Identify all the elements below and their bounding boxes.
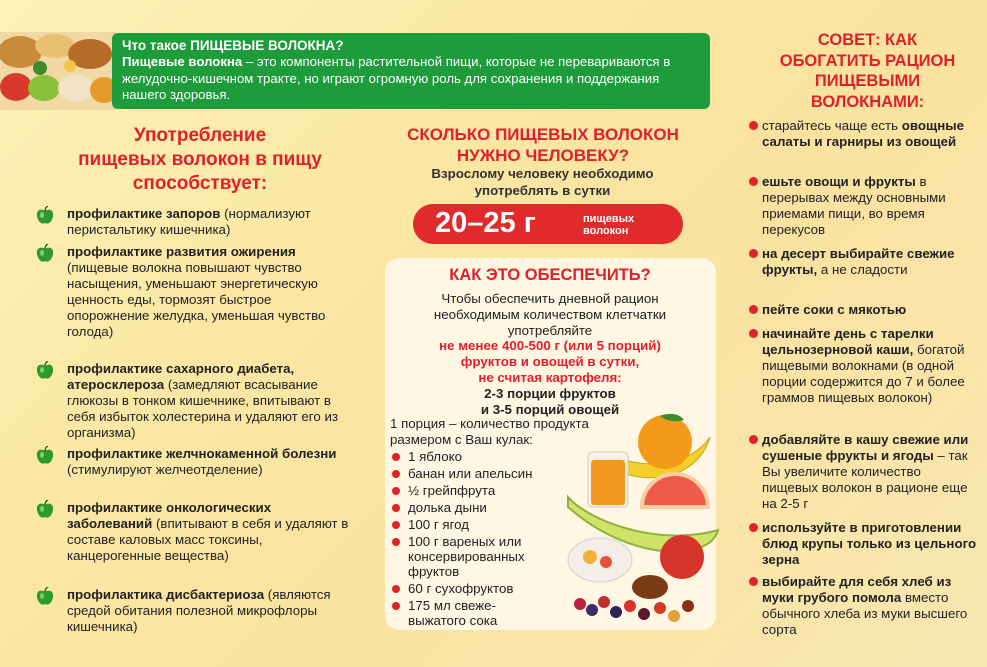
food-photo bbox=[0, 32, 116, 110]
green-apple-icon bbox=[35, 587, 55, 607]
daily-need-subtitle bbox=[385, 166, 700, 199]
tips-title-line: ОБОГАТИТЬ РАЦИОН bbox=[779, 51, 956, 70]
bullet-icon bbox=[749, 577, 758, 586]
tip-bold: используйте в приготовлении блюд крупы только из цельного зерна bbox=[762, 520, 977, 567]
dose-badge bbox=[413, 204, 683, 244]
benefit-item bbox=[35, 446, 355, 478]
tip-bold: ешьте овощи и фрукты bbox=[762, 174, 916, 189]
green-apple-icon bbox=[35, 244, 55, 264]
daily-need-subtitle-line: употреблять в сутки bbox=[474, 182, 611, 198]
benefit-item bbox=[35, 500, 355, 564]
green-apple-icon bbox=[35, 206, 55, 226]
portion-definition-line: размером с Ваш кулак: bbox=[390, 431, 533, 447]
definition-term: Пищевые волокна bbox=[122, 54, 243, 70]
tips-title-line: СОВЕТ: КАК bbox=[817, 31, 918, 49]
portion-text: 1 яблоко bbox=[408, 449, 462, 464]
bullet-icon bbox=[392, 470, 400, 478]
benefit-text: (пищевые волокна повышают чувство насыщения, уменьшают энергетическую ценность еды, тормозят быстрое опорожнение желудка, уменьшая чувство голода) bbox=[67, 260, 326, 340]
tip-item bbox=[749, 174, 979, 238]
portion-item bbox=[392, 535, 572, 579]
tip-item bbox=[749, 520, 979, 568]
portion-item bbox=[392, 450, 572, 465]
fiber-definition-box bbox=[112, 33, 710, 109]
portion-item bbox=[392, 582, 572, 597]
bullet-icon bbox=[392, 521, 400, 529]
benefit-item bbox=[35, 206, 355, 238]
bullet-icon bbox=[392, 602, 400, 610]
portion-item bbox=[392, 501, 572, 516]
definition-text bbox=[122, 54, 700, 103]
benefit-bold: профилактика дисбактериоза bbox=[67, 587, 265, 602]
daily-need-title-line: СКОЛЬКО ПИЩЕВЫХ ВОЛОКОН bbox=[407, 125, 679, 144]
bullet-icon bbox=[749, 177, 758, 186]
tip-item bbox=[749, 302, 979, 318]
fruit-illustration bbox=[560, 412, 720, 627]
definition-body: – это компоненты растительной пищи, которые не перевариваются в желудочно-кишечном тракте, но играют огромную роль для сохранения и поддержания нашего здоровья. bbox=[122, 54, 671, 103]
benefit-bold: профилактике желчнокаменной болезни bbox=[67, 446, 337, 461]
dose-unit-line: пищевых bbox=[583, 213, 635, 225]
tip-text: вместо обычного хлеба из муки высшего сорта bbox=[762, 590, 968, 637]
benefits-title bbox=[40, 124, 360, 196]
daily-need-title bbox=[368, 124, 718, 166]
portion-text: 60 г сухофруктов bbox=[408, 581, 514, 596]
how-to-highlight: не менее 400-500 г (или 5 порций) bbox=[439, 338, 661, 354]
portion-item bbox=[392, 484, 572, 499]
benefit-text: (впитывают в себя и удаляют в составе каловых масс токсины, канцерогенные вещества) bbox=[67, 516, 349, 564]
benefit-bold: профилактике онкологических заболеваний bbox=[67, 500, 272, 532]
benefit-item bbox=[35, 361, 355, 441]
how-to-line: Чтобы обеспечить дневной рацион bbox=[441, 291, 659, 306]
portion-item bbox=[392, 518, 572, 533]
tip-text: а не сладости bbox=[817, 262, 908, 277]
tip-item bbox=[749, 326, 979, 406]
daily-need-subtitle-line: Взрослому человеку необходимо bbox=[431, 166, 654, 181]
benefit-text: (стимулируют желчеотделение) bbox=[67, 462, 263, 478]
portion-text: выжатого сока bbox=[408, 612, 498, 628]
bullet-icon bbox=[392, 487, 400, 495]
portion-text: 100 г ягод bbox=[408, 517, 470, 532]
tips-title bbox=[770, 30, 965, 112]
portion-item bbox=[392, 599, 572, 629]
how-to-portions: 2-3 порции фруктов bbox=[484, 385, 616, 401]
portion-definition-line: 1 порция – количество продукта bbox=[390, 416, 589, 431]
how-to-line: необходимым количеством клетчатки bbox=[433, 306, 667, 322]
bullet-icon bbox=[749, 523, 758, 532]
green-apple-icon bbox=[35, 500, 55, 520]
green-apple-icon bbox=[35, 446, 55, 466]
tip-bold: добавляйте в кашу свежие или сушеные фрукты и ягоды bbox=[762, 432, 969, 463]
bullet-icon bbox=[749, 329, 758, 338]
how-to-highlight: не считая картофеля: bbox=[478, 369, 622, 385]
tip-item bbox=[749, 432, 979, 512]
green-apple-icon bbox=[35, 361, 55, 381]
tip-bold: пейте соки с мякотью bbox=[762, 302, 907, 317]
bullet-icon bbox=[392, 585, 400, 593]
tip-text: – так Вы увеличите количество пищевых волокон в рационе еще на 2-5 г bbox=[762, 448, 968, 511]
tip-bold: выбирайте для себя хлеб из муки грубого помола bbox=[762, 574, 952, 605]
tip-text: богатой пищевыми волокнами (в одной порции содержится до 7 и более граммов пищевых волокон) bbox=[762, 342, 965, 405]
bullet-icon bbox=[749, 249, 758, 258]
how-to-text bbox=[396, 291, 704, 417]
tip-bold: на десерт выбирайте свежие фрукты, bbox=[762, 246, 955, 277]
how-to-portions: и 3-5 порций овощей bbox=[480, 401, 620, 417]
tip-item bbox=[749, 118, 979, 150]
tip-item bbox=[749, 246, 979, 278]
tip-item bbox=[749, 574, 979, 638]
tip-bold: начинайте день с тарелки цельнозерновой каши, bbox=[762, 326, 934, 357]
benefits-title-line: пищевых волокон в пищу bbox=[78, 149, 322, 170]
tip-text: в перерывах между основными приемами пищи, во время перекусов bbox=[762, 174, 946, 237]
benefit-text: (являются средой обитания полезной микрофлоры кишечника) bbox=[67, 587, 331, 635]
dose-value: 20–25 г bbox=[435, 207, 536, 239]
tip-text: старайтесь чаще есть bbox=[762, 118, 902, 133]
tip-bold: овощные салаты и гарниры из овощей bbox=[762, 118, 965, 149]
bullet-icon bbox=[392, 504, 400, 512]
definition-question: Что такое ПИЩЕВЫЕ ВОЛОКНА? bbox=[122, 38, 344, 53]
benefits-title-line: способствует: bbox=[132, 173, 268, 194]
portion-text: ½ грейпфрута bbox=[408, 483, 496, 498]
benefit-bold: профилактике развития ожирения bbox=[67, 244, 296, 259]
bullet-icon bbox=[749, 305, 758, 314]
benefit-text: (нормализуют перистальтику кишечника) bbox=[67, 206, 311, 238]
daily-need-title-line: НУЖНО ЧЕЛОВЕКУ? bbox=[456, 146, 630, 165]
benefit-bold: профилактике запоров bbox=[67, 206, 221, 221]
dose-unit-line: волокон bbox=[583, 225, 629, 237]
portion-text: 175 мл свеже- bbox=[408, 598, 497, 613]
benefit-item bbox=[35, 587, 355, 635]
tips-title-line: ПИЩЕВЫМИ bbox=[814, 72, 921, 90]
portion-text: консервированных bbox=[408, 548, 525, 564]
how-to-line: употребляйте bbox=[507, 322, 593, 338]
benefit-item bbox=[35, 244, 355, 341]
how-to-title: КАК ЭТО ОБЕСПЕЧИТЬ? bbox=[449, 266, 651, 284]
portion-text: 100 г вареных или bbox=[408, 534, 522, 549]
portion-text: долька дыни bbox=[408, 500, 487, 515]
portion-item bbox=[392, 467, 572, 482]
benefits-title-line: Употребление bbox=[133, 125, 267, 146]
how-to-highlight: фруктов и овощей в сутки, bbox=[460, 354, 640, 370]
bullet-icon bbox=[392, 453, 400, 461]
portion-text: банан или апельсин bbox=[408, 466, 533, 481]
dose-unit bbox=[583, 213, 663, 237]
tips-title-line: ВОЛОКНАМИ: bbox=[810, 92, 925, 111]
benefit-bold: профилактике сахарного диабета, атеросклероза bbox=[67, 361, 295, 393]
bullet-icon bbox=[392, 538, 400, 546]
bullet-icon bbox=[749, 121, 758, 130]
benefit-text: (замедляют всасывание глюкозы в тонком кишечнике, впитывают в себя избыток холестерина и удаляют его из организма) bbox=[67, 377, 338, 441]
portion-text: фруктов bbox=[408, 563, 460, 579]
bullet-icon bbox=[749, 435, 758, 444]
